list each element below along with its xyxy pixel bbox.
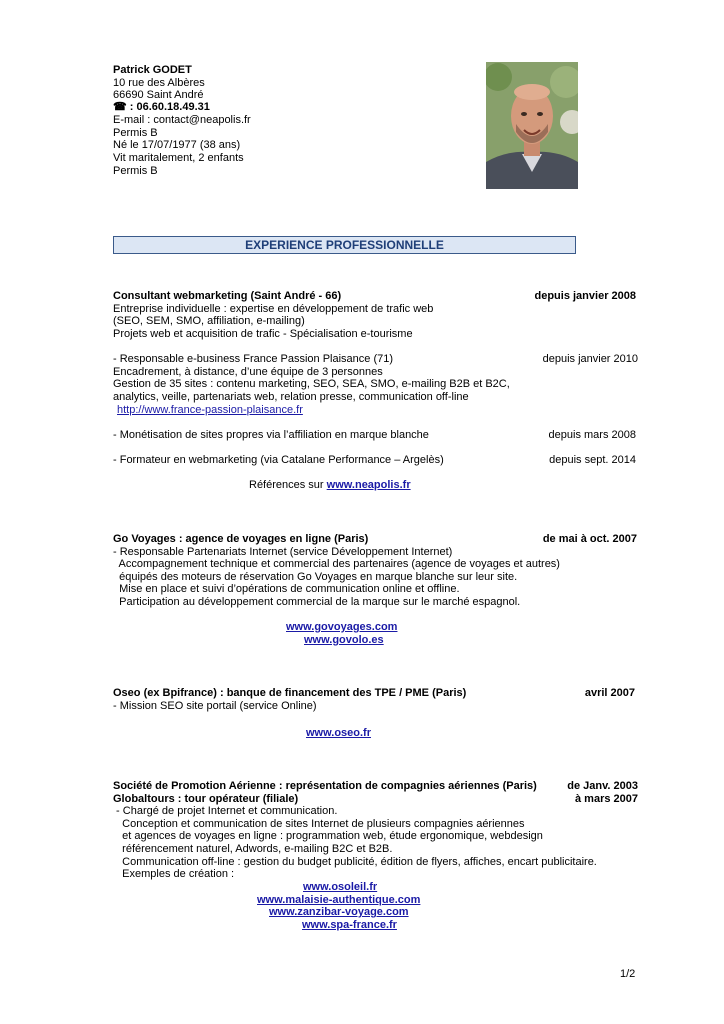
link-govoyages[interactable]: www.govoyages.com: [286, 621, 398, 633]
job1-references: [249, 479, 411, 492]
job1-sub2-date: depuis mars 2008: [548, 429, 636, 441]
info-line-1: Permis B: [113, 127, 158, 139]
job1-line-2: (SEO, SEM, SMO, affiliation, e-mailing): [113, 315, 305, 327]
link-oseo[interactable]: www.oseo.fr: [306, 727, 371, 739]
job2-line-2: Accompagnement technique et commercial des partenaires (agence de voyages et autres): [113, 558, 560, 570]
job1-line-3: Projets web et acquisition de trafic - Spécialisation e-tourisme: [113, 328, 413, 340]
job2-date: de mai à oct. 2007: [542, 533, 637, 545]
job4-line-2: Conception et communication de sites Internet de plusieurs compagnies aériennes: [113, 818, 525, 830]
email-line: E-mail : contact@neapolis.fr: [113, 114, 251, 126]
job4-line-5: Communication off-line : gestion du budget publicité, édition de flyers, affiches, encart publicitaire.: [113, 856, 597, 868]
job3-title: Oseo (ex Bpifrance) : banque de financement des TPE / PME (Paris): [113, 687, 467, 699]
job3-date: avril 2007: [584, 687, 635, 699]
link-france-passion-plaisance[interactable]: http://www.france-passion-plaisance.fr: [117, 404, 303, 416]
references-label: Références sur: [249, 479, 327, 491]
page-number: 1/2: [620, 968, 636, 980]
job4-date-2: à mars 2007: [575, 793, 638, 805]
candidate-name: Patrick GODET: [113, 64, 192, 76]
job1-sub1-line-1: Encadrement, à distance, d’une équipe de 3 personnes: [113, 366, 383, 378]
job1-sub1-line-3: analytics, veille, partenariats web, relation presse, communication off-line: [113, 391, 469, 403]
link-osoleil[interactable]: www.osoleil.fr: [303, 881, 378, 893]
portrait-graphic: [486, 62, 578, 189]
job4-line-4: référencement naturel, Adwords, e-mailing B2C et B2B.: [113, 843, 393, 855]
job3-line-1: - Mission SEO site portail (service Online): [113, 700, 317, 712]
link-zanzibar-voyage[interactable]: www.zanzibar-voyage.com: [269, 906, 409, 918]
link-malaisie-authentique[interactable]: www.malaisie-authentique.com: [257, 894, 421, 906]
job2-title: Go Voyages : agence de voyages en ligne (Paris): [113, 533, 369, 545]
link-spa-france[interactable]: www.spa-france.fr: [302, 919, 397, 931]
job4-line-6: Exemples de création :: [113, 868, 235, 880]
job2-line-5: Participation au développement commercial de la marque sur le marché espagnol.: [113, 596, 521, 608]
job2-line-4: Mise en place et suivi d’opérations de communication online et offline.: [113, 583, 460, 595]
profile-photo: [486, 62, 578, 189]
job1-line-1: Entreprise individuelle : expertise en développement de trafic web: [113, 303, 434, 315]
address-line-1: 10 rue des Albères: [113, 77, 205, 89]
phone-line: [113, 101, 210, 114]
info-line-3: Vit maritalement, 2 enfants: [113, 152, 244, 164]
job4-line-3: et agences de voyages en ligne : programmation web, étude ergonomique, webdesign: [113, 830, 543, 842]
link-govolo[interactable]: www.govolo.es: [304, 634, 384, 646]
job2-line-3: équipés des moteurs de réservation Go Voyages en marque blanche sur leur site.: [113, 571, 518, 583]
section-title-experience: EXPERIENCE PROFESSIONNELLE: [113, 236, 576, 254]
phone-icon: ☎: [113, 101, 127, 113]
job1-sub3-date: depuis sept. 2014: [549, 454, 636, 466]
job4-date-1: de Janv. 2003: [567, 780, 638, 792]
job1-sub2-title: - Monétisation de sites propres via l’affiliation en marque blanche: [113, 429, 429, 441]
job2-line-1: - Responsable Partenariats Internet (service Développement Internet): [113, 546, 453, 558]
job4-line-1: - Chargé de projet Internet et communication.: [113, 805, 338, 817]
phone-number: : 06.60.18.49.31: [126, 101, 210, 113]
job1-date: depuis janvier 2008: [534, 290, 636, 302]
job1-sub1-date: depuis janvier 2010: [542, 353, 638, 365]
info-line-2: Né le 17/07/1977 (38 ans): [113, 139, 241, 151]
job4-title-1: Société de Promotion Aérienne : représentation de compagnies aériennes (Paris): [113, 780, 537, 792]
job1-sub1-title: - Responsable e-business France Passion Plaisance (71): [113, 353, 394, 365]
address-line-2: 66690 Saint André: [113, 89, 204, 101]
link-neapolis[interactable]: www.neapolis.fr: [326, 479, 411, 491]
job1-sub1-line-2: Gestion de 35 sites : contenu marketing, SEO, SEA, SMO, e-mailing B2B et B2C,: [113, 378, 510, 390]
job1-title: Consultant webmarketing (Saint André - 66): [113, 290, 342, 302]
job1-sub3-title: - Formateur en webmarketing (via Catalane Performance – Argelès): [113, 454, 444, 466]
job4-title-2: Globaltours : tour opérateur (filiale): [113, 793, 299, 805]
info-line-4: Permis B: [113, 165, 158, 177]
